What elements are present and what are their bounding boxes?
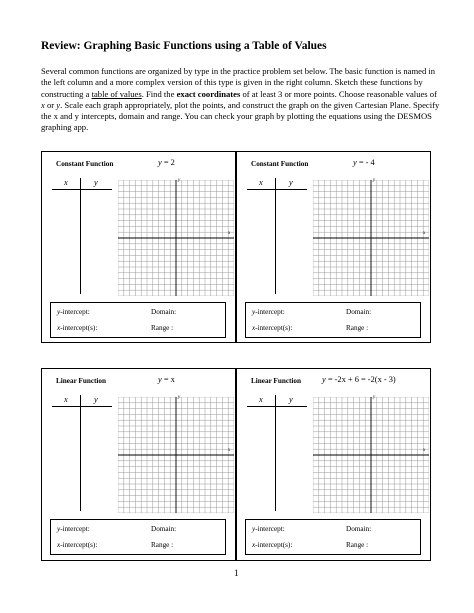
intercepts-box (245, 302, 421, 338)
intro-paragraph: Several common functions are organized by type in the practice problem set below. The basic function is named in the left column and a more complex version of this type is given in the right column. Sketch these functions by constructing a table of values. Find the exact coordinates of at least 3 or more points. Choose reasonable values of x or y. Scale each graph appropriately, plot the points, and construct the graph on the given Cartesian Plane. Specify the x and y intercepts, domain and range. You can check your graph by plotting the equations using the DESMOS graphing app. (41, 66, 440, 133)
exact-coordinates-text: exact coordinates (176, 88, 241, 99)
x-intercept-label: x-intercept(s): (57, 541, 98, 549)
cartesian-grid (313, 180, 429, 296)
table-column-x-header: x (64, 178, 68, 187)
domain-label: Domain: (346, 308, 372, 316)
function-type-label: Linear Function (56, 377, 106, 385)
range-label: Range : (346, 324, 369, 332)
table-header-rule (52, 406, 112, 407)
table-column-y-header: y (289, 178, 293, 187)
range-label: Range : (151, 324, 174, 332)
table-column-y-header: y (94, 178, 98, 187)
page-number: 1 (234, 568, 239, 578)
table-column-x-header: x (259, 395, 263, 404)
function-panel (236, 368, 431, 561)
table-column-y-header: y (94, 395, 98, 404)
table-header-rule (247, 406, 307, 407)
function-equation: y = - 4 (353, 158, 375, 167)
axis-x-label: x (423, 231, 426, 236)
axis-y-label: y (373, 178, 376, 183)
intercepts-box (245, 519, 421, 555)
domain-label: Domain: (151, 525, 177, 533)
function-type-label: Constant Function (56, 160, 114, 168)
x-intercept-label: x-intercept(s): (57, 324, 98, 332)
function-panel (236, 151, 431, 343)
x-intercept-label: x-intercept(s): (252, 541, 293, 549)
axis-y-label: y (178, 178, 181, 183)
function-equation: y = -2x + 6 = -2(x - 3) (322, 375, 396, 384)
table-divider (275, 395, 276, 511)
function-equation: y = 2 (158, 158, 175, 167)
function-type-label: Linear Function (251, 377, 301, 385)
function-type-label: Constant Function (251, 160, 309, 168)
y-intercept-label: y-intercept: (57, 308, 90, 316)
table-column-y-header: y (289, 395, 293, 404)
table-divider (80, 395, 81, 511)
axis-x-label: x (228, 231, 231, 236)
table-column-x-header: x (64, 395, 68, 404)
function-panel (41, 368, 236, 561)
axis-x-label: x (423, 448, 426, 453)
page-title: Review: Graphing Basic Functions using a Table of Values (41, 40, 327, 52)
axis-y-label: y (373, 395, 376, 400)
table-header-rule (247, 189, 307, 190)
y-intercept-label: y-intercept: (57, 525, 90, 533)
table-divider (80, 178, 81, 294)
range-label: Range : (346, 541, 369, 549)
table-divider (275, 178, 276, 294)
domain-label: Domain: (151, 308, 177, 316)
range-label: Range : (151, 541, 174, 549)
cartesian-grid (118, 397, 234, 513)
axis-x-label: x (228, 448, 231, 453)
table-header-rule (52, 189, 112, 190)
function-equation: y = x (158, 375, 175, 384)
x-intercept-label: x-intercept(s): (252, 324, 293, 332)
y-intercept-label: y-intercept: (252, 308, 285, 316)
function-panel (41, 151, 236, 343)
cartesian-grid (118, 180, 234, 296)
y-intercept-label: y-intercept: (252, 525, 285, 533)
cartesian-grid (313, 397, 429, 513)
table-column-x-header: x (259, 178, 263, 187)
table-of-values-text: table of values (91, 88, 142, 99)
intercepts-box (50, 302, 226, 338)
domain-label: Domain: (346, 525, 372, 533)
intercepts-box (50, 519, 226, 555)
axis-y-label: y (178, 395, 181, 400)
